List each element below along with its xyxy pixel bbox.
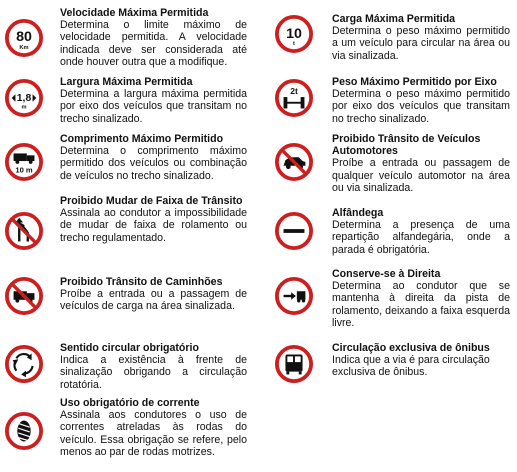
sign-description: Proíbe a entrada ou a passagem de veículos de carga na área sinalizada.	[60, 288, 247, 313]
no-motor-vehicles-sign-icon	[275, 143, 313, 181]
sign-description: Proíbe a entrada ou passagem de qualquer veículo automotor na área ou via sinalizada.	[332, 157, 510, 194]
sign-description: Assinala ao condutor a impossibilidade de mudar de faixa de rolamento ou trecho regulamentado.	[60, 207, 247, 244]
sign-title: Proibido Trânsito de Caminhões	[60, 276, 223, 288]
sign-description: Determina a largura máxima permitida por eixo dos veículos que transitam no trecho sinalizado.	[60, 88, 247, 125]
sign-title: Peso Máximo Permitido por Eixo	[332, 76, 497, 88]
no-trucks-sign-icon	[5, 277, 43, 315]
sign-description: Indica que a via é para circulação exclusiva de ônibus.	[332, 354, 490, 379]
max-width-value: 1,8	[16, 92, 32, 104]
max-width-unit: m	[21, 104, 27, 111]
sign-description: Determina o peso máximo permitido a um veículo para circular na área ou via sinalizada.	[332, 25, 510, 62]
sign-title: Proibido Trânsito de Veículos Automotores	[332, 133, 481, 158]
sign-title: Largura Máxima Permitida	[60, 76, 193, 88]
max-length-sign-icon	[5, 143, 43, 181]
sign-description: Determina o comprimento máximo permitido dos veículos ou combinação de veículos no trecho sinalizado.	[60, 145, 247, 182]
roundabout-sign-icon	[5, 345, 43, 383]
sign-description: Determina o limite máximo de velocidade permitida. A velocidade indicada deve ser considerada até onde houver outra que a modifique.	[60, 19, 247, 68]
sign-description: Determina ao condutor que se mantenha à direita da pista de rolamento, deixando a faixa esquerda livre.	[332, 280, 510, 329]
keep-right-sign-icon	[275, 277, 313, 315]
max-length-value: 10 m	[15, 165, 33, 175]
axle-weight-value: 2t	[290, 86, 298, 97]
sign-title: Velocidade Máxima Permitida	[60, 7, 209, 19]
sign-description: Indica a existência à frente de sinalização obrigando a circulação rotatória.	[60, 354, 247, 391]
customs-sign-icon	[275, 212, 313, 250]
max-weight-unit: t	[293, 40, 295, 47]
sign-title: Uso obrigatório de corrente	[60, 397, 200, 409]
snow-chains-sign-icon	[5, 412, 43, 450]
sign-description: Assinala aos condutores o uso de correntes atreladas às rodas do veículo. Essa obrigação se refere, pelo menos ao par de rodas motrizes.	[60, 409, 247, 458]
sign-title: Sentido circular obrigatório	[60, 342, 199, 354]
speed-limit-sign-icon	[5, 19, 43, 57]
max-weight-value: 10	[286, 25, 302, 42]
speed-limit-value: 80	[16, 28, 32, 45]
sign-title: Circulação exclusiva de ônibus	[332, 342, 490, 354]
sign-description: Determina o peso máximo permitido por eixo dos veículos que transitam no trecho sinalizado.	[332, 88, 510, 125]
sign-title: Proibido Mudar de Faixa de Trânsito	[60, 195, 243, 207]
sign-title: Carga Máxima Permitida	[332, 13, 456, 25]
axle-weight-sign-icon	[275, 79, 313, 117]
sign-title: Alfândega	[332, 207, 384, 219]
max-width-sign-icon	[5, 79, 43, 117]
sign-description: Determina a presença de uma repartição alfandegária, onde a parada é obrigatória.	[332, 219, 510, 256]
max-weight-sign-icon	[275, 15, 313, 53]
sign-title: Conserve-se à Direita	[332, 268, 441, 280]
no-lane-change-sign-icon	[5, 212, 43, 250]
sign-title: Comprimento Máximo Permitido	[60, 133, 224, 145]
speed-limit-unit: Km	[19, 44, 29, 51]
bus-only-sign-icon	[275, 345, 313, 383]
